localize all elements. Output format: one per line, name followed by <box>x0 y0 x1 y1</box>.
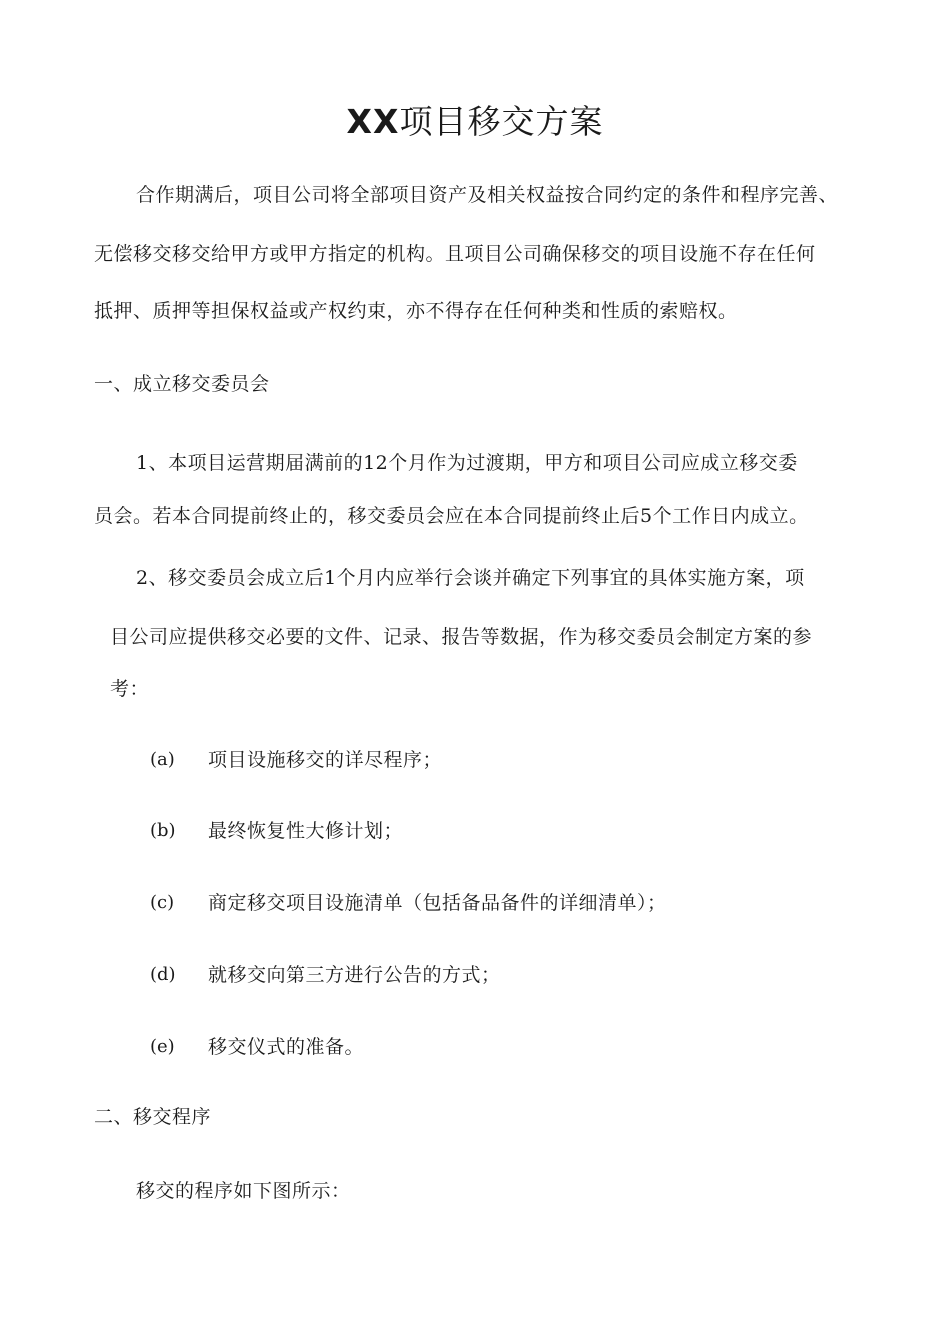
list-item-text: 移交仪式的准备。 <box>208 1036 365 1058</box>
section1-para2-line-2: 目公司应提供移交必要的文件、记录、报告等数据，作为移交委员会制定方案的参 <box>110 626 813 648</box>
list-item-marker: (c) <box>150 892 175 913</box>
list-item-text: 最终恢复性大修计划； <box>208 820 404 842</box>
list-item-marker: (a) <box>150 749 175 770</box>
list-item-text: 商定移交项目设施清单（包括备品备件的详细清单）； <box>208 892 667 914</box>
section1-para1-line-1: 1、本项目运营期届满前的12个月作为过渡期，甲方和项目公司应成立移交委 <box>136 452 798 474</box>
section1-para2-line-1: 2、移交委员会成立后1个月内应举行会谈并确定下列事宜的具体实施方案，项 <box>136 567 805 589</box>
intro-line-2: 无偿移交移交给甲方或甲方指定的机构。且项目公司确保移交的项目设施不存在任何 <box>94 243 816 265</box>
list-item-text: 项目设施移交的详尽程序； <box>208 749 443 771</box>
list-item-marker: (d) <box>150 964 176 985</box>
section2-heading: 二、移交程序 <box>94 1106 212 1128</box>
section1-para1-line-2: 员会。若本合同提前终止的，移交委员会应在本合同提前终止后5个工作日内成立。 <box>94 505 809 527</box>
section1-para2-line-3: 考： <box>110 678 150 700</box>
title-prefix: XX <box>346 102 400 141</box>
intro-line-1: 合作期满后，项目公司将全部项目资产及相关权益按合同约定的条件和程序完善、 <box>136 184 839 206</box>
title-main: 项目移交方案 <box>399 102 604 141</box>
section2-para1: 移交的程序如下图所示： <box>136 1180 351 1202</box>
document-title <box>0 100 950 144</box>
list-item-text: 就移交向第三方进行公告的方式； <box>208 964 501 986</box>
section1-heading: 一、成立移交委员会 <box>94 373 270 395</box>
intro-line-3: 抵押、质押等担保权益或产权约束，亦不得存在任何种类和性质的索赔权。 <box>94 300 738 322</box>
list-item-marker: (b) <box>150 820 176 841</box>
list-item-marker: (e) <box>150 1036 175 1057</box>
